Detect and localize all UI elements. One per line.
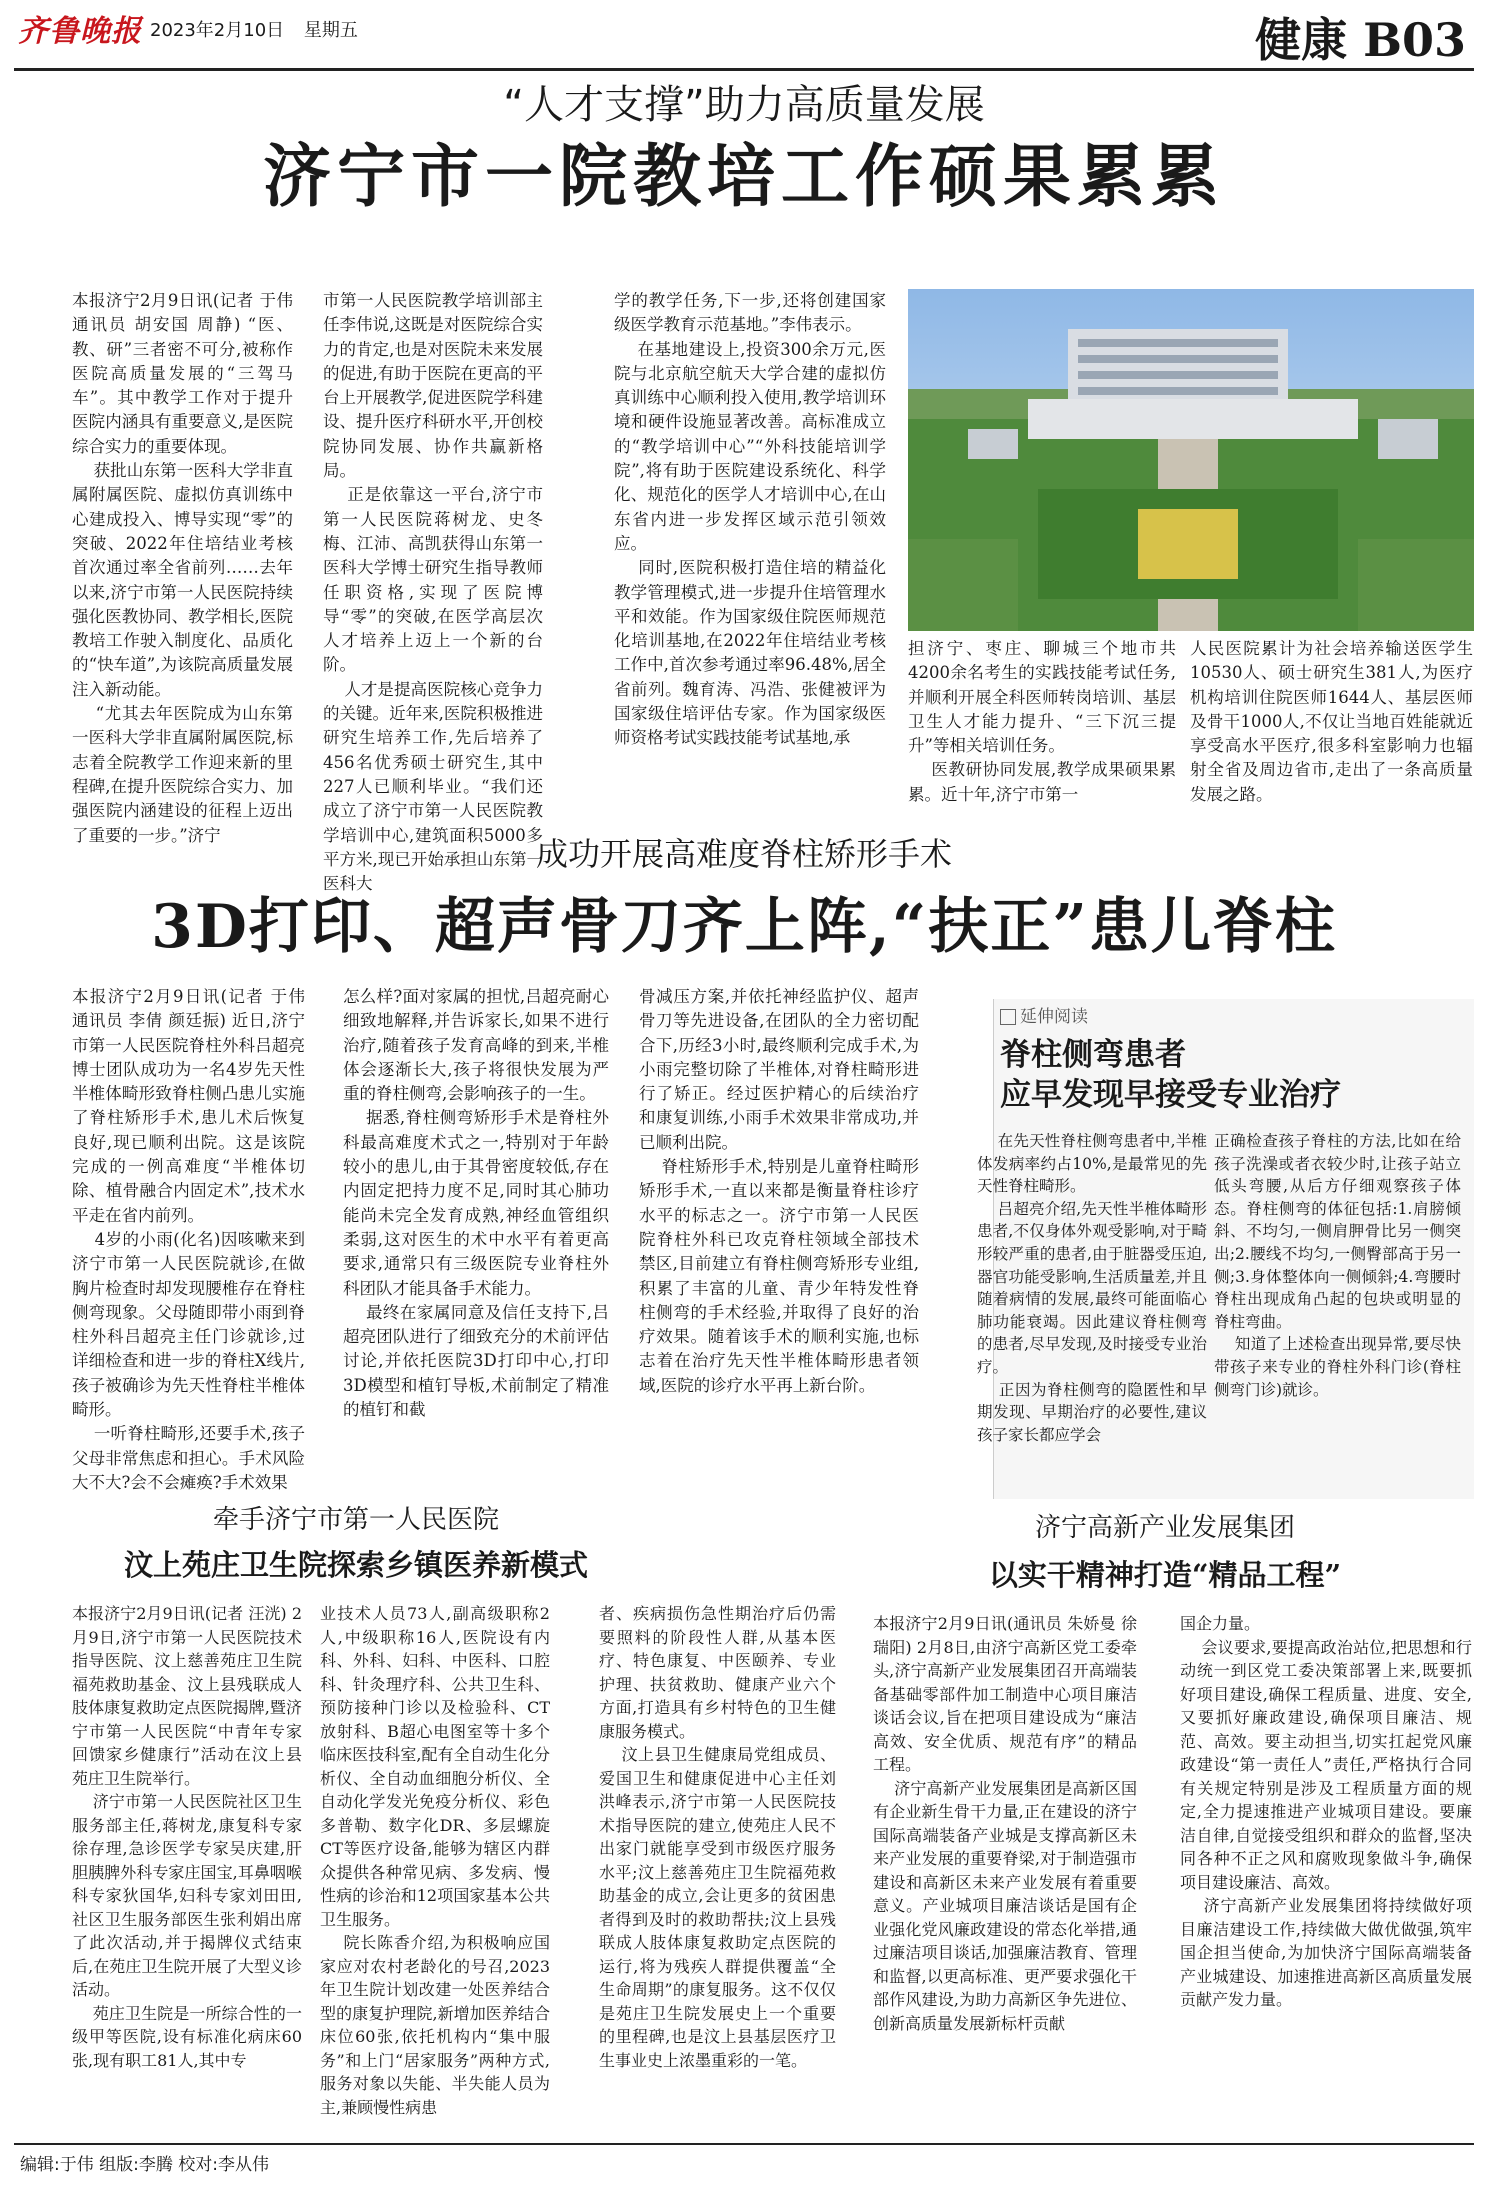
date-text: 2023年2月10日 bbox=[150, 20, 285, 41]
article1-headline: 济宁市一院教培工作硕果累累 bbox=[262, 137, 1225, 217]
extended-reading-tab bbox=[1000, 1002, 1088, 1027]
article1-col2: 市第一人民医院教学培训部主任李伟说,这既是对医院综合实力的肯定,也是对医院未来发展的促进,有助于医院在更高的平台上开展教学,促进医院学科建设、提升医疗科研水平,开创校院协同发展、协作共赢新格局。 正是依靠这一平台,济宁市第一人民医院蒋树龙、史冬梅、江沛、高凯获得山东第一医科大学博士研究生指导教师任职资格,实现了医院博导“零”的突破,在医学高层次人才培养上迈上一个新的台阶。 人才是提高医院核心竞争力的关键。近年来,医院积极推进研究生培养工作,先后培养了456名优秀硕士研究生,其中227人已顺利毕业。“我们还成立了济宁市第一人民医院教学培训中心,建筑面积5000多平方米,现已开始承担山东第一医科大 bbox=[323, 291, 544, 894]
article3-col3: 者、疾病损伤急性期治疗后仍需要照料的阶段性人群,从基本医疗、特色康复、中医颐养、专业护理、扶贫救助、健康产业六个方面,打造具有乡村特色的卫生健康服务模式。 汶上县卫生健康局党组成员、爱国卫生和健康促进中心主任刘洪峰表示,济宁市第一人民医院技术指导医院的建立,使苑庄人民不出家门就能享受到市级医疗服务水平;汶上慈善苑庄卫生院福苑救助基金的成立,会让更多的贫困患者得到及时的救助帮扶;汶上县残联成人肢体康复救助定点医院的运行,将为残疾人群提供覆盖“全生命周期”的康复服务。这不仅仅是苑庄卫生院发展史上一个重要的里程碑,也是汶上县基层医疗卫生事业史上浓墨重彩的一笔。 bbox=[599, 1604, 836, 2070]
newspaper-logo: 齐鲁晚报 bbox=[18, 14, 142, 49]
extended-reading-label: 延伸阅读 bbox=[1020, 1007, 1088, 1027]
weekday-text: 星期五 bbox=[303, 20, 358, 41]
editor-credits: 编辑:于伟 组版:李腾 校对:李从伟 bbox=[20, 2155, 269, 2175]
article4-kicker: 济宁高新产业发展集团 bbox=[1034, 1513, 1295, 1543]
article1-col5: 人民医院累计为社会培养输送医学生10530人、硕士研究生381人,为医疗机构培训住院医师1644人、基层医师及骨干1000人,不仅让当地百姓能就近享受高水平医疗,很多科室影响力也辐射全省及周边省市,走出了一条高质量发展之路。 bbox=[1190, 639, 1473, 804]
article1-kicker: “人才支撑”助力高质量发展 bbox=[503, 82, 985, 128]
article2-col3: 骨减压方案,并依托神经监护仪、超声骨刀等先进设备,在团队的全力密切配合下,历经3小时,最终顺利完成手术,为小雨完整切除了半椎体,对脊柱畸形进行了矫正。经过医护精心的后续治疗和康复训练,小雨手术效果非常成功,并已顺利出院。 脊柱矫形手术,特别是儿童脊柱畸形矫形手术,一直以来都是衡量脊柱诊疗水平的标志之一。济宁市第一人民医院脊柱外科已攻克脊柱领域全部技术禁区,目前建立有脊柱侧弯矫形专业组,积累了丰富的儿童、青少年特发性脊柱侧弯的手术经验,并取得了良好的治疗效果。随着该手术的顺利实施,也标志着在治疗先天性半椎体畸形患者领域,医院的诊疗水平再上新台阶。 bbox=[639, 987, 920, 1395]
article2-headline: 3D打印、超声骨刀齐上阵,“扶正”患儿脊柱 bbox=[151, 892, 1337, 962]
article2-col2: 怎么样?面对家属的担忧,吕超亮耐心细致地解释,并告诉家长,如果不进行治疗,随着孩子发育高峰的到来,半椎体会逐渐长大,孩子将很快发展为严重的脊柱侧弯,会影响孩子的一生。 据悉,脊柱侧弯矫形手术是脊柱外科最高难度术式之一,特别对于年龄较小的患儿,由于其骨密度较低,存在内固定把持力度不足,同时其心肺功能尚未完全发育成熟,神经血管组织柔弱,这对医生的术中水平有着更高要求,通常只有三级医院专业脊柱外科团队才能具备手术能力。 最终在家属同意及信任支持下,吕超亮团队进行了细致充分的术前评估讨论,并依托医院3D打印中心,打印3D模型和植钉导板,术前制定了精准的植钉和截 bbox=[343, 987, 610, 1420]
article4-col1: 本报济宁2月9日讯(通讯员 朱娇曼 徐瑞阳) 2月8日,由济宁高新区党工委牵头,济宁高新产业发展集团召开高端装备基础零部件加工制造中心项目廉洁谈话会议,旨在把项目建设成为“廉洁高效、安全优质、规范有序”的精品工程。 济宁高新产业发展集团是高新区国有企业新生骨干力量,正在建设的济宁国际高端装备产业城是支撑高新区未来产业发展的重要脊梁,对于制造强市建设和高新区未来产业发展有着重要意义。产业城项目廉洁谈话是国有企业强化党风廉政建设的常态化举措,通过廉洁项目谈话,加强廉洁教育、管理和监督,以更高标准、更严要求强化干部作风建设,为助力高新区争先进位、创新高质量发展新标杆贡献 bbox=[873, 1614, 1137, 2033]
article1-col1: 本报济宁2月9日讯(记者 于伟 通讯员 胡安国 周静) “医、教、研”三者密不可分,被称作医院高质量发展的“三驾马车”。其中教学工作对于提升医院内涵具有重要意义,是医院综合实力的重要体现。 获批山东第一医科大学非直属附属医院、虚拟仿真训练中心建成投入、博导实现“零”的突破、2022年住培结业考核首次通过率全省前列……去年以来,济宁市第一人民医院持续强化医教协同、教学相长,医院教培工作驶入制度化、品质化的“快车道”,为该院高质量发展注入新动能。 “尤其去年医院成为山东第一医科大学非直属附属医院,标志着全院教学工作迎来新的里程碑,在提升医院综合实力、加强医院内涵建设的征程上迈出了重要的一步。”济宁 bbox=[72, 291, 294, 845]
side-headline-line1: 脊柱侧弯患者 bbox=[1000, 1037, 1186, 1073]
section-label: 健康 B03 bbox=[1255, 13, 1466, 67]
hospital-aerial-photo bbox=[908, 289, 1474, 631]
side-col2: 正确检查孩子脊柱的方法,比如在给孩子洗澡或者衣较少时,让孩子站立低头弯腰,从后方仔细观察孩子体态。脊柱侧弯的体征包括:1.肩膀倾斜、不均匀,一侧肩胛骨比另一侧突出;2.腰线不均匀,一侧臀部高于另一侧;3.身体整体向一侧倾斜;4.弯腰时脊柱出现成角凸起的包块或明显的脊柱弯曲。 知道了上述检查出现异常,要尽快带孩子来专业的脊柱外科门诊(脊柱侧弯门诊)就诊。 bbox=[1214, 1132, 1461, 1399]
bottom-rule bbox=[14, 2143, 1474, 2145]
top-rule bbox=[14, 68, 1474, 71]
document-icon bbox=[1000, 1009, 1016, 1025]
article2-col1: 本报济宁2月9日讯(记者 于伟 通讯员 李倩 颜廷振) 近日,济宁市第一人民医院脊柱外科吕超亮博士团队成功为一名4岁先天性半椎体畸形致脊柱侧凸患儿实施了脊柱矫形手术,患儿术后恢复良好,现已顺利出院。这是该院完成的一例高难度“半椎体切除、植骨融合内固定术”,技术水平走在省内前列。 4岁的小雨(化名)因咳嗽来到济宁市第一人民医院就诊,在做胸片检查时却发现腰椎存在脊柱侧弯现象。父母随即带小雨到脊柱外科吕超亮主任门诊就诊,过详细检查和进一步的脊柱X线片,孩子被确诊为先天性脊柱半椎体畸形。 一听脊柱畸形,还要手术,孩子父母非常焦虑和担心。手术风险大不大?会不会瘫痪?手术效果 bbox=[72, 987, 306, 1492]
article2-kicker: 成功开展高难度脊柱矫形手术 bbox=[535, 835, 952, 873]
article4-col2: 国企力量。 会议要求,要提高政治站位,把思想和行动统一到区党工委决策部署上来,既要抓好项目建设,确保工程质量、进度、安全,又要抓好廉政建设,确保项目廉洁、规范、高效。要主动担当,切实扛起党风廉政建设“第一责任人”责任,严格执行合同有关规定特别是涉及工程质量方面的规定,全力提速推进产业城项目建设。要廉洁自律,自觉接受组织和群众的监督,坚决同各种不正之风和腐败现象做斗争,确保项目建设廉洁、高效。 济宁高新产业发展集团将持续做好项目廉洁建设工作,持续做大做优做强,筑牢国企担当使命,为加快济宁国际高端装备产业城建设、加速推进高新区高质量发展贡献产发力量。 bbox=[1180, 1614, 1472, 2009]
side-col1: 在先天性脊柱侧弯患者中,半椎体发病率约占10%,是最常见的先天性脊柱畸形。 吕超亮介绍,先天性半椎体畸形患者,不仅身体外观受影响,对于畸形较严重的患者,由于脏器受压迫,器官功能受影响,生活质量差,并且随着病情的发展,最终可能面临心肺功能衰竭。因此建议脊柱侧弯的患者,尽早发现,及时接受专业治疗。 正因为脊柱侧弯的隐匿性和早期发现、早期治疗的必要性,建议孩子家长都应学会 bbox=[977, 1132, 1207, 1444]
article1-col4: 担济宁、枣庄、聊城三个地市共4200余名考生的实践技能考试任务,并顺利开展全科医师转岗培训、基层卫生人才能力提升、“三下沉三提升”等相关培训任务。 医教研协同发展,教学成果硕果累累。近十年,济宁市第一 bbox=[908, 639, 1176, 804]
article3-col1: 本报济宁2月9日讯(记者 汪洸) 2月9日,济宁市第一人民医院技术指导医院、汶上慈善苑庄卫生院福苑救助基金、汶上县残联成人肢体康复救助定点医院揭牌,暨济宁市第一人民医院“中青年专家回馈家乡健康行”活动在汶上县苑庄卫生院举行。 济宁市第一人民医院社区卫生服务部主任,蒋树龙,康复科专家徐存理,急诊医学专家吴庆建,肝胆胰脾外科专家庄国宝,耳鼻咽喉科专家狄国华,妇科专家刘田田,社区卫生服务部医生张利娟出席了此次活动,并于揭牌仪式结束后,在苑庄卫生院开展了大型义诊活动。 苑庄卫生院是一所综合性的一级甲等医院,设有标准化病床60张,现有职工81人,其中专 bbox=[72, 1604, 302, 2070]
article3-col2: 业技术人员73人,副高级职称2人,中级职称16人,医院设有内科、外科、妇科、中医科、口腔科、针灸理疗科、公共卫生科、预防接种门诊以及检验科、CT放射科、B超心电图室等十多个临床医技科室,配有全自动生化分析仪、全自动血细胞分析仪、全自动化学发光免疫分析仪、彩色多普勒、数字化DR、多层螺旋CT等医疗设备,能够为辖区内群众提供各种常见病、多发病、慢性病的诊治和12项国家基本公共卫生服务。 院长陈香介绍,为积极响应国家应对农村老龄化的号召,2023年卫生院计划改建一处医养结合型的康复护理院,新增加医养结合床位60张,依托机构内“集中服务”和上门“居家服务”两种方式,服务对象以失能、半失能人员为主,兼顾慢性病患 bbox=[320, 1604, 550, 2117]
article3-headline: 汶上苑庄卫生院探索乡镇医养新模式 bbox=[123, 1548, 588, 1582]
side-headline-line2: 应早发现早接受专业治疗 bbox=[1000, 1077, 1341, 1113]
article3-kicker: 牵手济宁市第一人民医院 bbox=[212, 1505, 499, 1535]
issue-date bbox=[150, 16, 358, 42]
article4-headline: 以实干精神打造“精品工程” bbox=[988, 1558, 1342, 1592]
article1-col3: 学的教学任务,下一步,还将创建国家级医学教育示范基地。”李伟表示。 在基地建设上,投资300余万元,医院与北京航空航天大学合建的虚拟仿真训练中心顺利投入使用,教学培训环境和硬件设施显著改善。高标准成立的“教学培训中心”“外科技能培训学院”,将有助于医院建设系统化、科学化、规范化的医学人才培训中心,在山东省内进一步发挥区域示范引领效应。 同时,医院积极打造住培的精益化教学管理模式,进一步提升住培管理水平和效能。作为国家级住院医师规范化培训基地,在2022年住培结业考核工作中,首次参考通过率96.48%,居全省前列。魏育涛、冯浩、张健被评为国家级住培评估专家。作为国家级医师资格考试实践技能考试基地,承 bbox=[614, 291, 887, 748]
